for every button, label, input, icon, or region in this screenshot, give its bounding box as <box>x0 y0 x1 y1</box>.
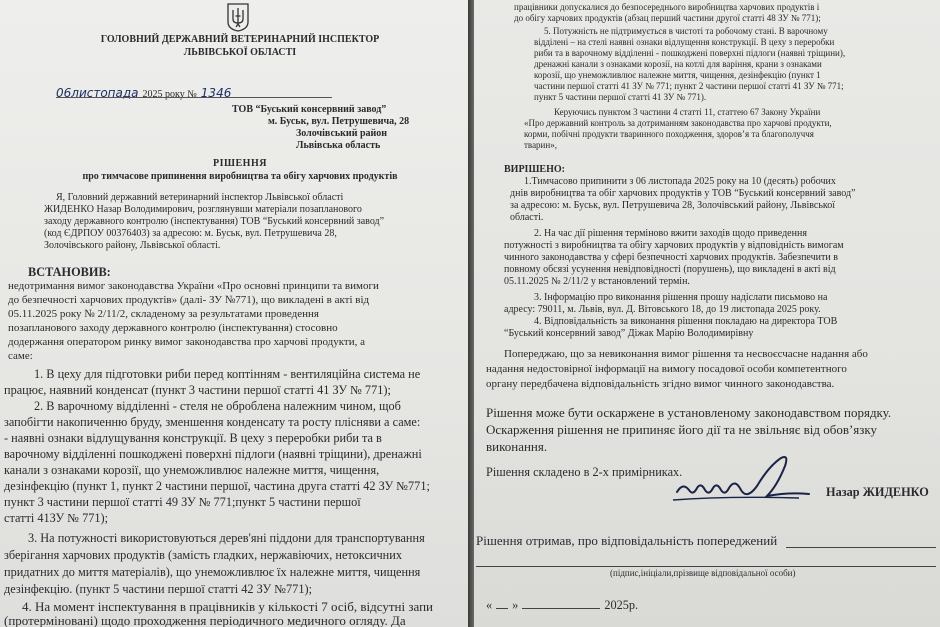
decided-line: потужності з виробництва та обігу харчових продуктів у відповідність вимогам <box>504 240 844 251</box>
decided-line: області. <box>510 212 544 223</box>
copies-note: Рішення складено в 2-х примірниках. <box>486 465 683 479</box>
handwritten-number: 1346 <box>200 86 232 100</box>
established-line: додержання оператором ринку вимог законодавства про харчові продукти, а <box>8 336 366 348</box>
decided-line: “Буський консервний завод” Діжак Марію Володимирівну <box>504 328 754 339</box>
established-line: саме: <box>8 350 33 362</box>
continuation-line: «Про державний контроль за дотриманням законодавства про харчові продукти, <box>524 118 832 128</box>
continuation-line: корми, побічні продукти тваринного походження, здоров’я та благополуччя <box>524 129 814 139</box>
continuation-line: корозії, що унеможливлює належне миття, чищення, дезінфекцію (пункт 1 <box>534 70 821 80</box>
continuation-line: працівники допускалися до безпосереднього виробництва харчових продуктів і <box>514 2 820 12</box>
date-month-blank <box>522 608 600 609</box>
finding-line: пункт 3 частини першої статті 49 ЗУ № 771;пункт 5 частини першої <box>4 495 361 509</box>
warning-line: Попереджаю, що за невиконання вимог рішення та несвоєсчасне надання або <box>504 348 868 360</box>
established-line: недотримання вимог законодавства України «Про основні принципи та вимоги <box>8 280 379 292</box>
warning-line: органу передбачена відповідальність згідно вимог чинного законодавства. <box>486 378 835 390</box>
decided-line: 1.Тимчасово припинити з 06 листопада 2025 року на 10 (десять) робочих <box>524 176 836 187</box>
left-page <box>0 0 468 627</box>
continuation-line: Керуючись пунктом 3 частини 4 статті 11, статтею 67 Закону України <box>554 107 821 117</box>
finding-line: дезінфекцію (пункт 1, пункт 2 частини першої, частина друга статті 42 ЗУ №771; <box>4 479 430 493</box>
signer-name: Назар ЖИДЕНКО <box>826 485 929 499</box>
date-underline <box>56 97 332 98</box>
established-line: до безпечності харчових продуктів» (далі- ЗУ №771), що викладені в акті від <box>8 294 370 306</box>
finding-line: варочному відділенні пошкоджені поверхні підлоги (наявні тріщини), дренажні <box>4 447 422 461</box>
continuation-line: частини першої статті 41 ЗУ № 771; пункт 2 частини першої статті 41 ЗУ № 771; <box>534 81 844 91</box>
intro-line: ЖИДЕНКО Назар Володимирович, розглянувши матеріали позапланового <box>44 204 362 215</box>
decided-line: 05.11.2025 № 2/11/2 у встановлений термін. <box>504 276 690 287</box>
finding-line: статті 41ЗУ № 771); <box>4 511 109 525</box>
issuer-line-1: ГОЛОВНИЙ ДЕРЖАВНИЙ ВЕТЕРИНАРНИЙ ІНСПЕКТОР <box>100 34 380 45</box>
issuer-line-2: ЛЬВІВСЬКОЇ ОБЛАСТІ <box>183 47 297 58</box>
date-open-quote: « <box>486 598 493 612</box>
decided-line: днів виробництва та обіг харчових продуктів у ТОВ “Буський консервний завод” <box>510 188 856 199</box>
finding-line: зберігання харчових продуктів (замість гладких, нержавіючих, нетоксичних <box>4 548 402 562</box>
right-page <box>474 0 940 627</box>
finding-line: придатних до миття матеріалів), що унеможливлює їх належне миття, чищення <box>4 565 421 579</box>
intro-line: Золочівського району, Львівської області. <box>44 240 221 251</box>
addressee-district: Золочівський район <box>296 128 388 139</box>
decided-line: за адресою: м. Буськ, вул. Петрушевича 28, Золочівський району, Львівської <box>510 200 836 211</box>
received-line: Рішення отримав, про відповідальність попереджений <box>476 533 778 548</box>
signature-underline <box>476 566 936 567</box>
continuation-line: пункт 5 частини першої статті 41 ЗУ № 771). <box>534 92 707 102</box>
intro-line: (код ЄДРПОУ 00376403) за адресою: м. Буськ, вул. Петрушевича 28, <box>44 228 337 239</box>
intro-line: заходу державного контролю (інспектування) ТОВ “Буський консервний завод” <box>44 216 385 227</box>
coat-of-arms-icon <box>226 2 250 32</box>
continuation-line: дренажні канали з ознаками корозії, на котлі для варіння, крани з ознаками <box>534 59 822 69</box>
appeal-line: Оскарження рішення не припиняє його дії та не звільняє від обов’язку <box>486 422 878 437</box>
finding-line: канали з ознаками корозії, що унеможливлює належне миття, чищення, <box>4 463 380 477</box>
decided-line: адресу: 79011, м. Львів, вул. Д. Вітовського 18, до 19 листопада 2025 року. <box>504 304 821 315</box>
finding-line: - наявні ознаки відлущування конструкції. В цеху з переробки риби та в <box>4 431 382 445</box>
intro-line: Я, Головний державний ветеринарний інспектор Львівської області <box>56 192 344 203</box>
established-line: 05.11.2025 року № 2/11/2, складеному за результатами проведення <box>8 308 319 320</box>
continuation-line: 5. Потужність не підтримується в чистоті та робочому стані. В варочному <box>544 26 828 36</box>
date-year: 2025р. <box>604 598 639 612</box>
established-heading: ВСТАНОВИВ: <box>28 265 111 279</box>
handwritten-date: 06листопада <box>56 86 139 100</box>
decided-line: повному обсязі усунення невідповідності (порушень), що викладені в акті від <box>504 264 836 275</box>
warning-line: надання недостовірної інформації на вимогу посадової особи компетентного <box>486 363 847 375</box>
continuation-line: відділені – на стелі наявні ознаки відлущення конструкції. В цеху з переробки <box>534 37 835 47</box>
finding-line: 1. В цеху для підготовки риби перед коптінням - вентиляційна система не <box>34 367 421 381</box>
finding-line: 3. На потужності використовуються дерев'яні піддони для транспортування <box>28 531 425 545</box>
date-day-blank <box>496 608 508 609</box>
decided-heading: ВИРІШЕНО: <box>504 164 565 175</box>
addressee-street: м. Буськ, вул. Петрушевича, 28 <box>268 116 410 127</box>
continuation-line: до обігу харчових продуктів (абзац перший частини другої статті 48 ЗУ № 771); <box>514 13 821 23</box>
finding-line: (протерміновані) щодо проходження періодичного медичного огляду. Да <box>4 613 406 627</box>
decision-title: РІШЕННЯ <box>213 158 267 169</box>
continuation-line: риби та в варочному відділенні - пошкоджені поверхні підлоги (наявні тріщини), <box>534 48 846 58</box>
appeal-line: Рішення може бути оскаржене в установленому законодавством порядку. <box>486 405 892 420</box>
addressee-region: Львівська область <box>296 140 381 151</box>
decided-line: 4. Відповідальність за виконання рішення покладаю на директора ТОВ <box>534 316 838 327</box>
established-line: позапланового заходу державного контролю (інспектування) стосовно <box>8 322 338 334</box>
decided-line: 2. На час дії рішення терміново вжити заходів щодо приведення <box>534 228 807 239</box>
continuation-line: тварин», <box>524 140 557 150</box>
decision-subtitle: про тимчасове припинення виробництва та обігу харчових продуктів <box>82 171 398 182</box>
finding-line: 2. В варочному відділенні - стеля не оброблена належним чином, щоб <box>34 399 401 413</box>
appeal-line: виконання. <box>486 439 548 454</box>
signature-icon <box>669 452 819 512</box>
finding-line: дезінфекцію. (пункт 5 частини першої статті 42 ЗУ №771); <box>4 582 312 596</box>
received-underline <box>786 547 936 548</box>
date-close-quote: » <box>512 598 519 612</box>
signature-caption: (підпис,ініціали,прізвище відповідальної особи) <box>610 568 796 578</box>
decided-line: чинного законодавства у сфері безпечності харчових продуктів. Забезпечити в <box>504 252 838 263</box>
finding-line: запобігти накопиченню бруду, зменшення конденсату та росту плісняви а саме: <box>4 415 421 429</box>
addressee-company: ТОВ “Буський консервний завод” <box>232 104 387 115</box>
decided-line: 3. Інформацію про виконання рішення прошу надіслати письмово на <box>534 292 828 303</box>
date-fill-line <box>486 596 926 616</box>
finding-line: працює, наявний конденсат (пункт 3 частини першої статті 41 ЗУ № 771); <box>4 383 391 397</box>
date-year-text: 2025 року № <box>142 89 197 100</box>
finding-line: 4. На момент інспектування в працівників у кількості 7 осіб, відсутні запи <box>22 599 433 614</box>
